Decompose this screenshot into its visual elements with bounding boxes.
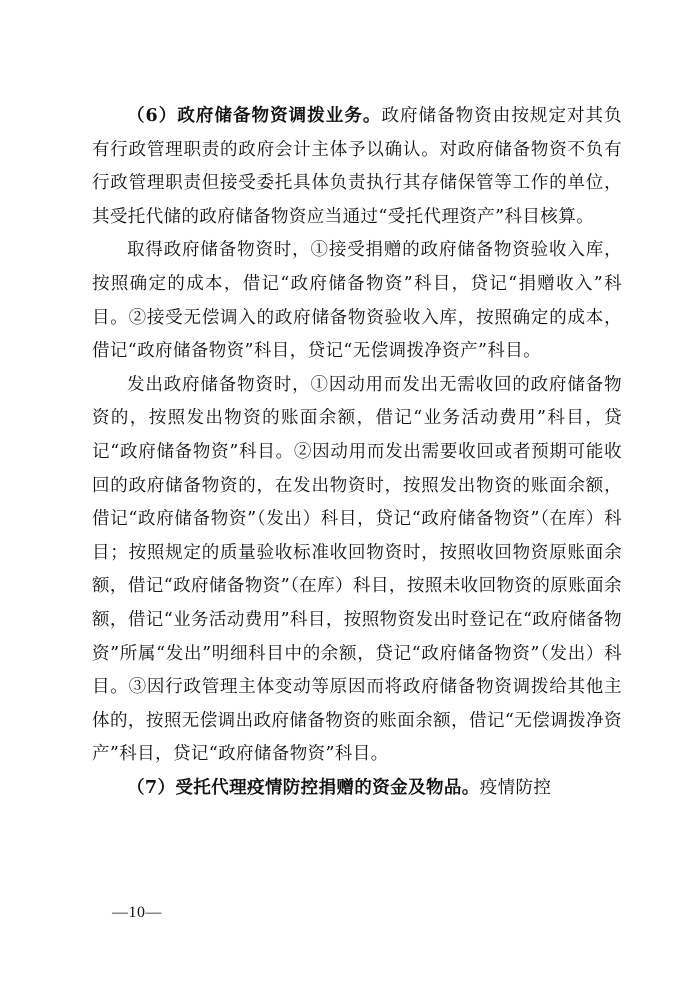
paragraph-4 — [92, 772, 622, 806]
page-number: —10— — [112, 904, 162, 921]
paragraph-2 — [92, 234, 622, 368]
paragraph-1-heading: （6）政府储备物资调拨业务。 — [127, 106, 382, 126]
paragraph-3 — [92, 369, 622, 772]
paragraph-4-heading: （7）受托代理疫情防控捐赠的资金及物品。 — [127, 777, 480, 798]
paragraph-2-text: 取得政府储备物资时，①接受捐赠的政府储备物资验收入库，按照确定的成本，借记“政府储备物资”科目，贷记“捐赠收入”科目。②接受无偿调入的政府储备物资验收入库，按照确定的成本，借记“政府储备物资”科目，贷记“无偿调拨净资产”科目。 — [92, 240, 622, 362]
paragraph-3-text: 发出政府储备物资时，①因动用而发出无需收回的政府储备物资的，按照发出物资的账面余额，借记“业务活动费用”科目，贷记“政府储备物资”科目。②因动用而发出需要收回或者预期可能收回的政府储备物资的，在发出物资时，按照发出物资的账面余额，借记“政府储备物资”（发出）科目，贷记“政府储备物资”（在库）科目；按照规定的质量验收标准收回物资时，按照收回物资原账面余额，借记“政府储备物资”（在库）科目，按照未收回物资的原账面余额，借记“业务活动费用”科目，按照物资发出时登记在“政府储备物资”所属“发出”明细科目中的余额，贷记“政府储备物资”（发出）科目。③因行政管理主体变动等原因而将政府储备物资调拨给其他主体的，按照无偿调出政府储备物资的账面余额，借记“无偿调拨净资产”科目，贷记“政府储备物资”科目。 — [92, 374, 622, 765]
paragraph-1 — [92, 100, 622, 234]
paragraph-1-text: 政府储备物资由按规定对其负有行政管理职责的政府会计主体予以确认。对政府储备物资不负有行政管理职责但接受委托具体负责执行其存储保管等工作的单位，其受托代储的政府储备物资应当通过“受托代理资产”科目核算。 — [92, 106, 623, 227]
document-body — [92, 100, 622, 805]
paragraph-4-text: 疫情防控 — [479, 777, 552, 798]
